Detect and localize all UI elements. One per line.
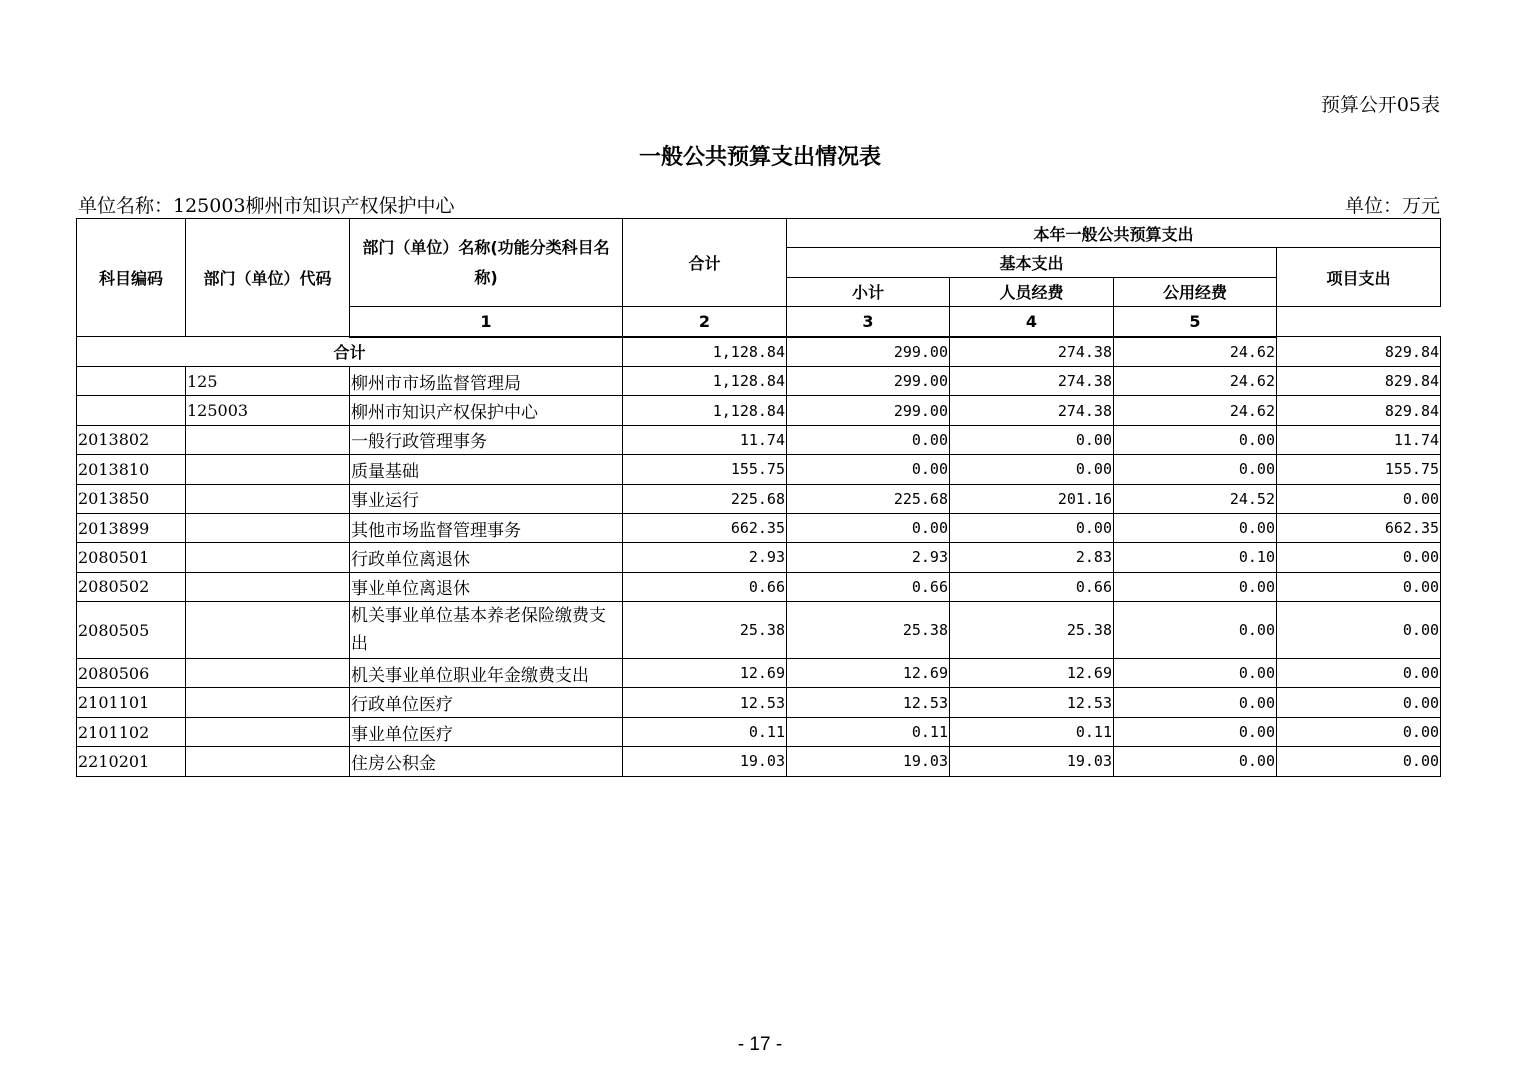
subject-code-cell — [77, 396, 186, 425]
project-cell: 662.35 — [1277, 513, 1441, 542]
total-label: 合计 — [77, 337, 623, 367]
dept-code-cell — [186, 543, 350, 572]
subject-code-cell: 2210201 — [77, 747, 186, 776]
subject-code-cell: 2080501 — [77, 543, 186, 572]
dept-code-cell — [186, 602, 350, 659]
dept-name-cell: 事业单位医疗 — [350, 717, 623, 746]
project-cell: 0.00 — [1277, 602, 1441, 659]
personnel-cell: 274.38 — [950, 366, 1114, 395]
table-row — [77, 747, 1441, 776]
subtotal-cell: 0.00 — [787, 425, 950, 454]
subject-code-cell: 2013802 — [77, 425, 186, 454]
table-row — [77, 688, 1441, 717]
project-cell: 0.00 — [1277, 717, 1441, 746]
table-body — [77, 337, 1441, 777]
personnel-cell: 12.69 — [950, 659, 1114, 688]
table-row — [77, 513, 1441, 542]
public-cell: 0.00 — [1114, 425, 1277, 454]
public-cell: 0.00 — [1114, 513, 1277, 542]
page-number: - 17 - — [737, 1034, 783, 1055]
subtotal-cell: 19.03 — [787, 747, 950, 776]
subtotal-cell: 25.38 — [787, 602, 950, 659]
table-row — [77, 602, 1441, 659]
header-col-3: 3 — [787, 307, 950, 337]
total-public: 24.62 — [1114, 337, 1277, 367]
dept-name-cell: 其他市场监督管理事务 — [350, 513, 623, 542]
page-title: 一般公共预算支出情况表 — [638, 145, 881, 170]
header-public: 公用经费 — [1114, 277, 1277, 306]
dept-code-cell — [186, 513, 350, 542]
header-col-2: 2 — [623, 307, 787, 337]
subtotal-cell: 0.00 — [787, 455, 950, 484]
total-subtotal: 299.00 — [787, 337, 950, 367]
total-row — [77, 337, 1441, 367]
subject-code-cell: 2013850 — [77, 484, 186, 513]
personnel-cell: 0.66 — [950, 572, 1114, 601]
table-row — [77, 572, 1441, 601]
total-cell: 2.93 — [623, 543, 787, 572]
table-row — [77, 425, 1441, 454]
header-annual-expenditure: 本年一般公共预算支出 — [787, 219, 1441, 248]
project-cell: 829.84 — [1277, 396, 1441, 425]
header-col-5: 5 — [1114, 307, 1277, 337]
personnel-cell: 19.03 — [950, 747, 1114, 776]
public-cell: 0.00 — [1114, 659, 1277, 688]
total-total: 1,128.84 — [623, 337, 787, 367]
header-total: 合计 — [623, 219, 787, 307]
personnel-cell: 0.11 — [950, 717, 1114, 746]
public-cell: 0.10 — [1114, 543, 1277, 572]
dept-name-cell: 柳州市市场监督管理局 — [350, 366, 623, 395]
subject-code-cell: 2101101 — [77, 688, 186, 717]
subject-code-cell: 2080505 — [77, 602, 186, 659]
personnel-cell: 0.00 — [950, 455, 1114, 484]
dept-name-cell: 住房公积金 — [350, 747, 623, 776]
dept-code-cell: 125 — [186, 366, 350, 395]
header-dept-code: 部门（单位）代码 — [186, 219, 350, 337]
dept-code-cell — [186, 455, 350, 484]
total-cell: 1,128.84 — [623, 396, 787, 425]
header-basic-expenditure: 基本支出 — [787, 248, 1277, 277]
project-cell: 0.00 — [1277, 659, 1441, 688]
project-cell: 11.74 — [1277, 425, 1441, 454]
personnel-cell: 0.00 — [950, 425, 1114, 454]
project-cell: 0.00 — [1277, 747, 1441, 776]
dept-name-cell: 行政单位离退休 — [350, 543, 623, 572]
total-cell: 0.11 — [623, 717, 787, 746]
dept-code-cell — [186, 425, 350, 454]
table-row — [77, 396, 1441, 425]
public-cell: 0.00 — [1114, 688, 1277, 717]
header-col-1: 1 — [350, 307, 623, 337]
budget-table — [76, 218, 1441, 777]
dept-code-cell — [186, 572, 350, 601]
subject-code-cell: 2080506 — [77, 659, 186, 688]
header-subject-code: 科目编码 — [77, 219, 186, 337]
personnel-cell: 2.83 — [950, 543, 1114, 572]
public-cell: 0.00 — [1114, 455, 1277, 484]
table-row — [77, 484, 1441, 513]
subtotal-cell: 299.00 — [787, 366, 950, 395]
total-cell: 155.75 — [623, 455, 787, 484]
table-row — [77, 366, 1441, 395]
unit-name: 单位名称：125003柳州市知识产权保护中心 — [78, 195, 455, 217]
project-cell: 155.75 — [1277, 455, 1441, 484]
public-cell: 0.00 — [1114, 747, 1277, 776]
dept-name-cell: 行政单位医疗 — [350, 688, 623, 717]
header-subtotal: 小计 — [787, 277, 950, 306]
table-row — [77, 543, 1441, 572]
total-cell: 12.53 — [623, 688, 787, 717]
dept-name-cell: 事业运行 — [350, 484, 623, 513]
subject-code-cell: 2101102 — [77, 717, 186, 746]
personnel-cell: 0.00 — [950, 513, 1114, 542]
header-dept-name: 部门（单位）名称(功能分类科目名称) — [350, 219, 623, 307]
project-cell: 0.00 — [1277, 572, 1441, 601]
header-personnel: 人员经费 — [950, 277, 1114, 306]
dept-name-cell: 质量基础 — [350, 455, 623, 484]
personnel-cell: 25.38 — [950, 602, 1114, 659]
subtotal-cell: 0.00 — [787, 513, 950, 542]
dept-code-cell: 125003 — [186, 396, 350, 425]
subject-code-cell: 2013899 — [77, 513, 186, 542]
personnel-cell: 12.53 — [950, 688, 1114, 717]
project-cell: 0.00 — [1277, 484, 1441, 513]
table-row — [77, 455, 1441, 484]
public-cell: 0.00 — [1114, 717, 1277, 746]
table-row — [77, 717, 1441, 746]
subtotal-cell: 0.66 — [787, 572, 950, 601]
total-project: 829.84 — [1277, 337, 1441, 367]
personnel-cell: 201.16 — [950, 484, 1114, 513]
total-cell: 225.68 — [623, 484, 787, 513]
public-cell: 24.52 — [1114, 484, 1277, 513]
subtotal-cell: 225.68 — [787, 484, 950, 513]
dept-name-cell: 机关事业单位基本养老保险缴费支出 — [350, 602, 623, 659]
total-cell: 19.03 — [623, 747, 787, 776]
public-cell: 24.62 — [1114, 366, 1277, 395]
subtotal-cell: 2.93 — [787, 543, 950, 572]
project-cell: 829.84 — [1277, 366, 1441, 395]
project-cell: 0.00 — [1277, 688, 1441, 717]
header-col-4: 4 — [950, 307, 1114, 337]
table-row — [77, 659, 1441, 688]
dept-code-cell — [186, 717, 350, 746]
public-cell: 0.00 — [1114, 602, 1277, 659]
dept-name-cell: 事业单位离退休 — [350, 572, 623, 601]
total-cell: 1,128.84 — [623, 366, 787, 395]
dept-name-cell: 机关事业单位职业年金缴费支出 — [350, 659, 623, 688]
subject-code-cell: 2013810 — [77, 455, 186, 484]
total-cell: 11.74 — [623, 425, 787, 454]
subtotal-cell: 12.53 — [787, 688, 950, 717]
project-cell: 0.00 — [1277, 543, 1441, 572]
subtotal-cell: 299.00 — [787, 396, 950, 425]
dept-code-cell — [186, 747, 350, 776]
subtotal-cell: 0.11 — [787, 717, 950, 746]
total-cell: 25.38 — [623, 602, 787, 659]
public-cell: 0.00 — [1114, 572, 1277, 601]
dept-name-cell: 柳州市知识产权保护中心 — [350, 396, 623, 425]
public-cell: 24.62 — [1114, 396, 1277, 425]
header-project-expenditure: 项目支出 — [1277, 248, 1441, 307]
subject-code-cell — [77, 366, 186, 395]
total-cell: 662.35 — [623, 513, 787, 542]
dept-code-cell — [186, 484, 350, 513]
dept-name-cell: 一般行政管理事务 — [350, 425, 623, 454]
dept-code-cell — [186, 659, 350, 688]
dept-code-cell — [186, 688, 350, 717]
total-cell: 12.69 — [623, 659, 787, 688]
subtotal-cell: 12.69 — [787, 659, 950, 688]
table-header — [77, 219, 1441, 337]
form-number: 预算公开05表 — [1320, 94, 1440, 116]
currency-unit: 单位：万元 — [1344, 195, 1440, 217]
total-cell: 0.66 — [623, 572, 787, 601]
subject-code-cell: 2080502 — [77, 572, 186, 601]
total-personnel: 274.38 — [950, 337, 1114, 367]
personnel-cell: 274.38 — [950, 396, 1114, 425]
